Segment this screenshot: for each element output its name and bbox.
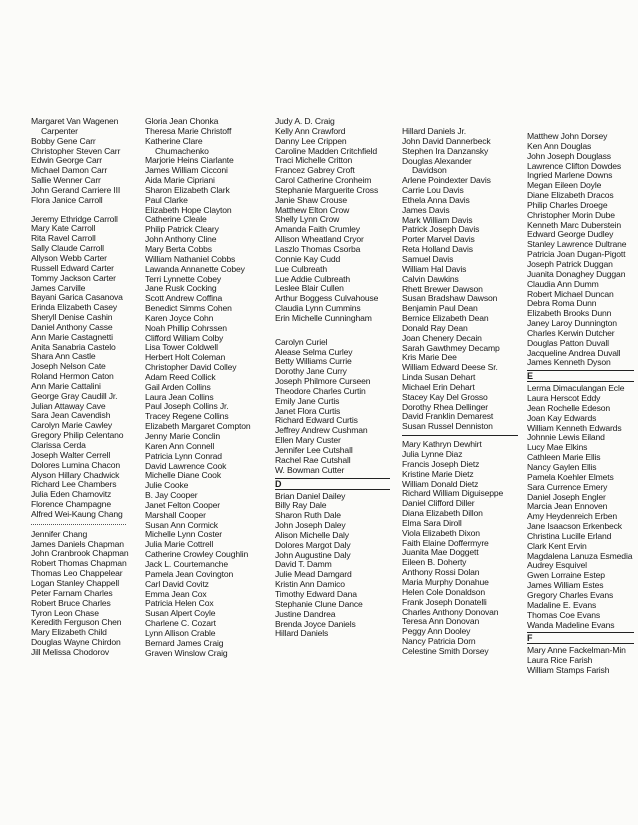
list-item: Margaret Van Wagenen [31, 116, 119, 126]
list-item: Claudia Ann Dumm [527, 278, 599, 289]
list-item: W. Bowman Cutter [275, 464, 345, 475]
list-item: Ken Ann Douglas [527, 140, 592, 151]
list-item: Mary Anne Fackelman-Min [527, 645, 626, 656]
list-item: Gwen Lorraine Estep [527, 570, 605, 581]
list-item: Jennifer Lee Cutshall [275, 445, 353, 455]
list-item: Jill Melissa Chodorov [31, 646, 110, 657]
list-item: Clifford William Colby [145, 332, 224, 343]
list-item: Laszlo Thomas Csorba [275, 243, 361, 254]
list-item: Connie Kay Cudd [275, 253, 341, 264]
list-item: Alfred Wei-Kaung Chang [31, 508, 123, 519]
list-item: Emily Jane Curtis [275, 395, 340, 406]
list-item: Elizabeth Brooks Dunn [527, 308, 612, 319]
list-item: Porter Marvel Davis [402, 234, 475, 245]
list-item: Audrey Esquivel [527, 560, 587, 571]
names-column-1 [31, 116, 129, 667]
list-item: Laura Herscot Eddy [527, 393, 601, 404]
list-item: Erin Michelle Cunningham [275, 312, 372, 323]
list-item: Laura Jean Collins [145, 391, 214, 402]
list-item: Frank Joseph Donatelli [402, 596, 487, 607]
list-item: Jack L. Courtemanche [145, 558, 228, 569]
section-heading: F [527, 632, 634, 644]
list-item: Graven Winslow Craig [145, 647, 228, 658]
list-item: Thomas Leo Chappelear [31, 568, 123, 579]
list-item: Russell Edward Carter [31, 262, 114, 273]
list-item: James Kenneth Dyson [527, 357, 611, 368]
list-item: Nancy Gaylen Ellis [527, 462, 597, 472]
divider [31, 524, 126, 525]
list-item: Karen Ann Connell [145, 440, 215, 451]
list-item: Carolyn Curiel [275, 336, 328, 347]
list-item: Stephanie Marguerite Cross [275, 184, 379, 195]
list-item: David Franklin Demarest [402, 411, 494, 422]
list-item: Sharon Elizabeth Clark [145, 184, 230, 195]
list-item: William Hal Davis [402, 263, 467, 274]
list-item: Janey Laroy Dunnington [527, 318, 617, 329]
list-item: Allyson Webb Carter [31, 252, 107, 263]
list-item: Rachel Rae Cutshall [275, 454, 351, 465]
names-column-2 [145, 117, 257, 667]
list-item: Philip Charles Droege [527, 199, 608, 210]
list-item: Mary Kathryn Dewhirt [402, 439, 482, 450]
list-item: Tommy Jackson Carter [31, 272, 116, 283]
list-item: Calvin Dawkins [402, 273, 459, 284]
list-item: Karen Joyce Cohn [145, 312, 214, 323]
list-item: Kristine Marie Dietz [402, 468, 474, 479]
list-item: Christopher David Colley [145, 362, 237, 373]
list-item: Dolores Lumina Chacon [31, 459, 121, 470]
list-item: Jenny Marie Conclin [145, 431, 221, 441]
list-item: Patricia Lynn Conrad [145, 450, 222, 461]
list-item: Erinda Elizabeth Casey [31, 302, 118, 313]
list-item: Hillard Daniels Jr. [402, 126, 467, 136]
spacer [31, 658, 126, 667]
list-item: Linda Susan Dehart [402, 372, 476, 383]
list-item: Laura Rice Farish [527, 655, 593, 666]
list-item: Kelly Ann Crawford [275, 125, 346, 136]
list-item: Tracey Regene Collins [145, 411, 229, 422]
list-item: Amanda Faith Crumley [275, 224, 360, 235]
list-item: Clark Kent Ervin [527, 540, 587, 551]
list-item: William Kenneth Edwards [527, 422, 622, 433]
list-item: Terri Lynnette Cobey [145, 273, 221, 284]
list-item: Jean Rochelle Edeson [527, 402, 610, 413]
list-item: Ethela Anna Davis [402, 194, 470, 205]
list-item: Jennifer Chang [31, 528, 88, 539]
list-item: Catherine Crowley Coughlin [145, 549, 249, 560]
list-item: Susan Alpert Coyle [145, 608, 216, 619]
list-item: Jacqueline Andrea Duvall [527, 347, 621, 358]
list-item: Cathleen Marie Ellis [527, 452, 601, 463]
list-item: Daniel Clifford Diller [402, 498, 475, 509]
list-item: Juanita Mae Doggett [402, 547, 479, 558]
spacer [275, 639, 390, 648]
list-item: Robert Bruce Charles [31, 597, 111, 608]
list-item: Chumachenko [155, 145, 209, 156]
list-item: Susan Bradshaw Dawson [402, 293, 498, 304]
list-item: Marcia Jean Ennoven [527, 501, 608, 512]
list-item: Magdalena Lanuza Esmedia [527, 550, 633, 561]
list-item: James Daniels Chapman [31, 538, 124, 549]
list-item: Rita Ravel Carroll [31, 233, 96, 244]
list-item: Douglas Wayne Chirdon [31, 637, 121, 648]
list-item: Daniel Joseph Engler [527, 491, 606, 502]
list-item: Matthew Elton Crow [275, 204, 350, 215]
list-item: John David Dannerbeck [402, 135, 491, 146]
list-item: Hillard Daniels [275, 628, 329, 639]
section-heading: D [275, 478, 390, 490]
list-item: Carrie Lou Davis [402, 185, 464, 196]
list-item: Gregory Charles Evans [527, 589, 614, 600]
list-item: Leslee Blair Cullen [275, 283, 344, 294]
list-item: Pamela Koehler Elmets [527, 471, 614, 482]
list-item: Florence Champagne [31, 499, 111, 510]
list-item: Kenneth Marc Duberstein [527, 219, 621, 230]
list-item: Catherine Cleale [145, 214, 207, 225]
list-item: James William Cicconi [145, 165, 228, 176]
list-item: Ingried Marlene Downs [527, 170, 613, 181]
list-item: Diana Elizabeth Dillon [402, 508, 483, 519]
spacer [145, 658, 257, 667]
list-item: Brian Daniel Dailey [275, 490, 346, 501]
list-item: Billy Ray Dale [275, 500, 327, 511]
list-item: Jeffrey Andrew Cushman [275, 425, 368, 436]
list-item: Patricia Joan Dugan-Pigott [527, 249, 626, 260]
list-item: Julie Cooke [145, 480, 189, 491]
list-item: Bobby Gene Carr [31, 135, 96, 146]
list-item: Danny Lee Crippen [275, 135, 347, 146]
list-item: Diane Elizabeth Dracos [527, 190, 614, 201]
list-item: Anita Sanabria Castelo [31, 341, 116, 352]
list-item: Lue Addie Culbreath [275, 273, 351, 284]
spacer [402, 657, 518, 666]
names-column-4 [402, 127, 518, 666]
list-item: Joseph Walter Cerrell [31, 449, 111, 460]
list-item: Johnnie Lewis Eiland [527, 432, 605, 443]
list-item: Christopher Morin Dube [527, 209, 615, 220]
list-item: Susan Ann Cormick [145, 519, 218, 530]
list-item: Gregory Philip Celentano [31, 430, 124, 441]
list-item: Matthew John Dorsey [527, 131, 608, 141]
list-item: Robert Thomas Chapman [31, 558, 127, 569]
list-item: Gloria Jean Chonka [145, 116, 219, 126]
list-item: Bayani Garica Casanova [31, 292, 123, 303]
list-item: Bernice Elizabeth Dean [402, 313, 489, 324]
list-item: John Joseph Daley [275, 520, 346, 531]
list-item: Eileen B. Doherty [402, 557, 467, 568]
list-item: Nancy Patricia Dorn [402, 636, 476, 647]
list-item: Edwin George Carr [31, 155, 103, 166]
list-item: Robert Michael Duncan [527, 288, 614, 299]
list-item: Sally Claude Carroll [31, 243, 104, 254]
list-item: Lawrence Clifton Dowdes [527, 160, 621, 171]
list-item: Allison Wheatland Cryor [275, 234, 364, 245]
list-item: Debra Roma Dunn [527, 298, 597, 309]
list-item: Juanita Donaghey Duggan [527, 268, 626, 279]
list-item: Scott Andrew Coffina [145, 293, 223, 304]
list-item: Michael Erin Dehart [402, 381, 475, 392]
list-item: Sara Jean Cavendish [31, 410, 111, 421]
list-item: Judy A. D. Craig [275, 116, 335, 126]
list-item: Stephanie Clune Dance [275, 598, 363, 609]
list-item: Carol Catherine Cronheim [275, 175, 372, 186]
list-item: Kris Marie Dee [402, 352, 457, 363]
list-item: David Lawrence Cook [145, 460, 227, 471]
list-item: Rhett Brewer Dawson [402, 283, 483, 294]
list-item: Joseph Patrick Duggan [527, 258, 613, 269]
list-item: Timothy Edward Dana [275, 588, 357, 599]
list-item: Aida Marie Cipriani [145, 175, 215, 186]
list-item: Patricia Helen Cox [145, 598, 214, 609]
list-item: Paul Joseph Collins Jr. [145, 401, 229, 412]
list-item: Flora Janice Carroll [31, 194, 103, 205]
list-item: Lue Culbreath [275, 263, 328, 274]
list-item: Helen Cole Donaldson [402, 586, 485, 597]
list-item: Susan Russel Denniston [402, 421, 493, 432]
list-item: Joseph Philmore Curseen [275, 376, 371, 387]
list-item: Sara Currence Emery [527, 481, 608, 492]
list-item: Dorothy Jane Curry [275, 366, 347, 377]
list-item: Marjorie Heins Ciarlante [145, 155, 234, 166]
list-item: Samuel Davis [402, 253, 454, 264]
list-item: Joan Kay Edwards [527, 412, 597, 423]
list-item: Stanley Lawrence Dultrane [527, 239, 627, 250]
list-item: Joseph Nelson Cate [31, 361, 106, 372]
list-item: Francis Joseph Dietz [402, 458, 480, 469]
list-item: Celestine Smith Dorsey [402, 645, 489, 656]
divider [402, 435, 518, 436]
list-item: Ann Marie Cattalini [31, 380, 101, 391]
spacer [527, 676, 634, 685]
list-item: Viola Elizabeth Dixon [402, 527, 480, 538]
list-item: Elizabeth Hope Clayton [145, 204, 232, 215]
list-item: Peter Farnam Charles [31, 587, 113, 598]
list-item: Alease Selma Curley [275, 346, 353, 357]
list-item: Daniel Anthony Casse [31, 321, 113, 332]
list-item: Theresa Marie Christoff [145, 125, 232, 136]
list-item: B. Jay Cooper [145, 490, 198, 501]
list-item: Alyson Hillary Chadwick [31, 469, 120, 480]
list-item: Marshall Cooper [145, 509, 206, 520]
list-item: Lawanda Annanette Cobey [145, 263, 245, 274]
list-item: Joan Chenery Decain [402, 332, 482, 343]
list-item: Pamela Jean Covington [145, 568, 234, 579]
list-item: William Stamps Farish [527, 665, 610, 676]
list-item: Michelle Diane Cook [145, 470, 221, 481]
list-item: Shara Ann Castle [31, 351, 96, 362]
list-item: Richard William Diguiseppe [402, 488, 504, 499]
list-item: Shelly Lynn Crow [275, 214, 340, 225]
list-item: Sarah Gawthmey Decamp [402, 342, 500, 353]
list-item: Jane Isaacson Erkenbeck [527, 521, 622, 532]
list-item: Claudia Lynn Cummins [275, 303, 361, 314]
list-item: Faith Elaine Doffermyre [402, 537, 489, 548]
list-item: Mary Elizabeth Child [31, 627, 107, 638]
list-item: Michelle Lynn Coster [145, 529, 222, 540]
list-item: Lynn Allison Crable [145, 627, 216, 638]
list-item: Betty Williams Currie [275, 356, 352, 367]
list-item: Noah Phillip Cohrssen [145, 322, 227, 333]
list-item: Janet Felton Cooper [145, 499, 221, 510]
list-item: Julia Lynne Diaz [402, 449, 463, 459]
list-item: James Davis [402, 204, 450, 215]
list-item: Elma Sara Diroll [402, 517, 462, 528]
list-item: James Carville [31, 282, 86, 293]
list-item: Logan Stanley Chappell [31, 577, 119, 588]
list-item: Richard Edward Curtis [275, 415, 358, 426]
list-item: Madaline E. Evans [527, 599, 597, 610]
list-item: John Augustine Daly [275, 549, 351, 560]
list-item: Julia Eden Chamovitz [31, 489, 112, 500]
list-item: Benedict Simms Cohen [145, 303, 232, 314]
list-item: Patrick Joseph Davis [402, 224, 480, 235]
list-item: James William Estes [527, 580, 604, 591]
list-item: Richard Lee Chambers [31, 479, 117, 490]
list-item: Clarissa Cerda [31, 440, 86, 450]
list-item: David T. Damm [275, 559, 332, 570]
list-item: Elizabeth Margaret Compton [145, 421, 251, 432]
list-item: Benjamin Paul Dean [402, 303, 478, 314]
spacer [275, 324, 390, 333]
list-item: Ann Marie Castagnetti [31, 331, 113, 342]
list-item: Keredith Ferguson Chen [31, 617, 122, 628]
list-item: Theodore Charles Curtin [275, 385, 366, 396]
list-item: Davidson [412, 165, 447, 176]
list-item: Charles Kerwin Dutcher [527, 327, 615, 338]
list-item: Carl David Covitz [145, 578, 209, 589]
list-item: Justine Dandrea [275, 608, 336, 619]
list-item: Lisa Tower Coldwell [145, 342, 218, 353]
list-item: Arthur Boggess Culvahouse [275, 293, 379, 304]
names-column-5 [527, 132, 634, 685]
list-item: Francez Gabrey Croft [275, 165, 355, 176]
list-item: Megan Eileen Doyle [527, 180, 602, 191]
section-heading: E [527, 370, 634, 382]
list-item: Anthony Rossi Dolan [402, 567, 480, 578]
list-item: Julia Marie Cottrell [145, 539, 214, 550]
list-item: Janie Shaw Crouse [275, 194, 347, 205]
list-item: Jane Rusk Cocking [145, 283, 217, 294]
list-item: John Joseph Douglass [527, 150, 611, 161]
list-item: Dorothy Rhea Dellinger [402, 401, 489, 412]
list-item: Herbert Holt Coleman [145, 352, 226, 363]
list-item: Ellen Mary Custer [275, 435, 341, 446]
list-item: Thomas Coe Evans [527, 609, 601, 620]
list-item: Roland Hermon Caton [31, 371, 114, 382]
list-item: Caroline Madden Critchfield [275, 145, 377, 156]
list-item: John Cranbrook Chapman [31, 548, 129, 559]
list-item: Reta Holland Davis [402, 244, 473, 255]
list-item: Gail Arden Collins [145, 381, 211, 392]
list-item: Paul Clarke [145, 194, 188, 205]
list-item: Alison Michelle Daly [275, 529, 349, 540]
list-item: Maria Murphy Donahue [402, 576, 489, 587]
list-item: Amy Heydenreich Erben [527, 511, 617, 522]
list-item: Christopher Steven Carr [31, 145, 121, 156]
list-item: Janet Flora Curtis [275, 405, 341, 416]
list-item: Charlene C. Cozart [145, 618, 216, 629]
list-item: Charles Anthony Donovan [402, 606, 499, 617]
list-item: Wanda Madeline Evans [527, 619, 615, 630]
list-item: Dolores Margot Daly [275, 539, 351, 550]
list-item: Carolyn Marie Cawley [31, 420, 113, 431]
list-item: Sharon Ruth Dale [275, 510, 341, 521]
names-column-3 [275, 117, 390, 648]
list-item: Teresa Ann Donovan [402, 616, 480, 627]
list-item: Katherine Clare [145, 135, 203, 146]
list-item: Mary Berta Cobbs [145, 243, 212, 254]
list-item: Stephen Ira Danzansky [402, 145, 489, 156]
list-item: Mark William Davis [402, 214, 473, 225]
list-item: Julie Mead Damgard [275, 569, 352, 580]
list-item: Brenda Joyce Daniels [275, 618, 356, 629]
list-item: Sallie Wenner Carr [31, 175, 101, 186]
list-item: William Nathaniel Cobbs [145, 253, 236, 264]
list-item: Adam Reed Collick [145, 371, 216, 382]
list-item: John Gerand Carriere III [31, 184, 121, 195]
list-item: Mary Kate Carroll [31, 223, 96, 234]
list-item: John Anthony Cline [145, 234, 217, 245]
list-item: Christina Lucille Erland [527, 530, 612, 541]
list-item: Arlene Poindexter Davis [402, 175, 491, 186]
list-item: Lucy Mae Elkins [527, 442, 588, 453]
list-item: Tyron Leon Chase [31, 607, 99, 618]
list-item: Lerma Dimaculangan Ecle [527, 383, 625, 394]
list-item: Edward George Dudley [527, 229, 614, 240]
list-item: Michael Damon Carr [31, 165, 108, 176]
list-item: Julian Attaway Cave [31, 400, 106, 411]
list-item: William Donald Dietz [402, 478, 479, 489]
list-item: William Edward Deese Sr. [402, 362, 498, 373]
list-item: Emma Jean Cox [145, 588, 207, 599]
list-item: Sheryll Denise Cashin [31, 312, 113, 323]
list-item: Carpenter [41, 125, 78, 136]
list-item: Peggy Ann Dooley [402, 626, 471, 637]
list-item: Jeremy Ethridge Carroll [31, 213, 118, 224]
list-item: Traci Michelle Critton [275, 155, 353, 166]
list-item: Douglas Alexander [402, 155, 472, 166]
list-item: George Gray Caudill Jr. [31, 390, 118, 401]
list-item: Douglas Patton Duvall [527, 337, 609, 348]
list-item: Donald Ray Dean [402, 322, 468, 333]
list-item: Philip Patrick Cleary [145, 224, 219, 235]
list-item: Stacey Kay Del Grosso [402, 391, 488, 402]
list-item: Bernard James Craig [145, 637, 224, 648]
list-item: Kristin Ann Damico [275, 579, 345, 590]
